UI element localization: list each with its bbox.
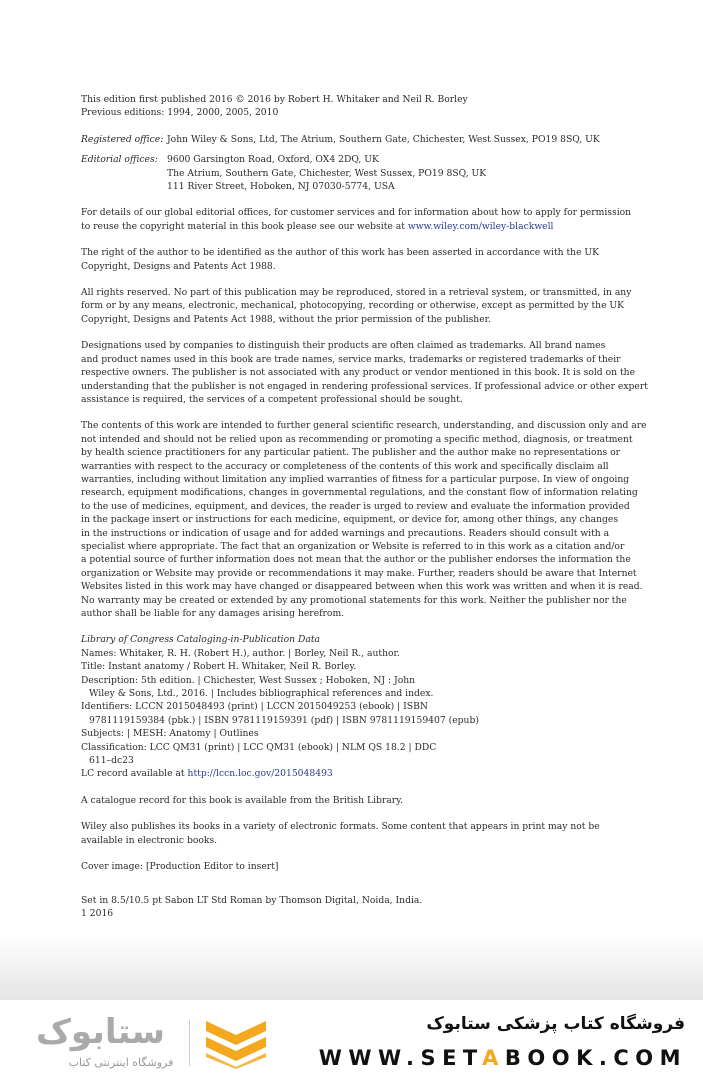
paragraph-line: Wiley also publishes its books in a variety of electronic formats. Some content that appears in print may not be (81, 821, 600, 833)
paragraph-line: A catalogue record for this book is available from the British Library. (81, 794, 404, 806)
cip-classification: Classification: LCC QM31 (print) | LCC QM31 (ebook) | NLM QS 18.2 | DDC (81, 741, 437, 753)
cip-data-block (81, 633, 629, 780)
paragraph-line: warranties with respect to the accuracy or completeness of the contents of this work and specifically disclaim all (81, 460, 609, 472)
previous-editions: Previous editions: 1994, 2000, 2005, 2010 (81, 107, 279, 119)
url-accent: A (482, 1046, 505, 1070)
lc-record (81, 767, 629, 780)
typeset-line: Set in 8.5/10.5 pt Sabon LT Std Roman by Thomson Digital, Noida, India. (81, 894, 423, 906)
paragraph-line: form or by any means, electronic, mechanical, photocopying, recording or otherwise, except as permitted by the UK (81, 300, 625, 312)
paragraph-line: For details of our global editorial offices, for customer services and for information about how to apply for permission (81, 207, 632, 219)
cip-names: Names: Whitaker, R. H. (Robert H.), author. | Borley, Neil R., author. (81, 647, 400, 659)
paragraph-text: to reuse the copyright material in this book please see our website at (81, 220, 408, 232)
editorial-offices-addresses (167, 153, 629, 193)
paragraph-line: in the package insert or instructions for each medicine, equipment, or device for, among other things, any changes (81, 514, 619, 526)
paragraph-line: Copyright, Designs and Patents Act 1988, without the prior permission of the publisher. (81, 313, 491, 325)
electronic-formats-paragraph (81, 820, 629, 847)
paragraph-line: Websites listed in this work may have changed or disappeared between when this work was written and when it is read. (81, 581, 643, 593)
editorial-offices-label: Editorial offices: (81, 154, 158, 166)
paragraph-line: by health science practitioners for any particular patient. The publisher and the author make no representations or (81, 447, 621, 459)
paragraph-line: specialist where appropriate. The fact that an organization or Website is referred to in this work as a citation and/or (81, 540, 625, 552)
paragraph-line: understanding that the publisher is not engaged in rendering professional services. If professional advice or other expert (81, 380, 648, 392)
editorial-offices (81, 153, 629, 193)
cip-identifiers: 9781119159384 (pbk.) | ISBN 9781119159391 (pdf) | ISBN 9781119159407 (epub) (89, 714, 479, 726)
store-url[interactable] (319, 1046, 687, 1070)
paragraph-line: author shall be liable for any damages arising herefrom. (81, 608, 345, 619)
cip-subjects: Subjects: | MESH: Anatomy | Outlines (81, 728, 259, 740)
printing-line: 1 2016 (81, 907, 114, 919)
copyright-text-block (81, 93, 648, 933)
paragraph-line (81, 220, 629, 233)
paragraph-line: a potential source of further information does not mean that the author or the publisher endorses the information the (81, 554, 631, 566)
setabook-logo[interactable] (36, 1012, 276, 1074)
cip-description: Description: 5th edition. | Chichester, West Sussex ; Hoboken, NJ : John (81, 674, 416, 686)
editorial-details-paragraph (81, 206, 632, 233)
url-suffix: BOOK.COM (504, 1046, 687, 1070)
editorial-address: 111 River Street, Hoboken, NJ 07030-5774, USA (167, 181, 395, 193)
copyright-notice (81, 93, 629, 120)
disclaimer-paragraph (81, 419, 647, 620)
cover-image-credit (81, 860, 629, 873)
logo-subtitle: فروشگاه اینترنتی کتاب (68, 1056, 174, 1069)
paragraph-line: Copyright, Designs and Patents Act 1988. (81, 260, 276, 272)
registered-office (81, 133, 629, 146)
logo-wordmark: ستابوک (36, 1012, 165, 1052)
registered-office-address: John Wiley & Sons, Ltd, The Atrium, Southern Gate, Chichester, West Sussex, PO19 8SQ, UK (167, 133, 600, 145)
registered-office-label: Registered office: (81, 133, 164, 145)
paragraph-line: All rights reserved. No part of this publication may be reproduced, stored in a retrieval system, or transmitted, in any (81, 287, 632, 299)
paragraph-line: to the use of medicines, equipment, and devices, the reader is urged to review and evaluate the information provided (81, 500, 630, 512)
lc-record-link[interactable]: http://lccn.loc.gov/2015048493 (187, 768, 333, 780)
cip-heading: Library of Congress Cataloging-in-Publication Data (81, 634, 321, 646)
cip-identifiers: Identifiers: LCCN 2015048493 (print) | LCCN 2015049253 (ebook) | ISBN (81, 701, 428, 713)
paragraph-line: available in electronic books. (81, 834, 218, 846)
paragraph-line: Designations used by companies to distinguish their products are often claimed as trademarks. All brand names (81, 340, 606, 352)
wiley-website-link[interactable]: www.wiley.com/wiley-blackwell (407, 220, 554, 232)
cip-description: Wiley & Sons, Ltd., 2016. | Includes bibliographical references and index. (89, 688, 434, 700)
paragraph-line: respective owners. The publisher is not associated with any product or vendor mentioned in this book. It is sold on the (81, 367, 636, 379)
paragraph-line: not intended and should not be relied upon as recommending or promoting a specific method, diagnosis, or treatment (81, 433, 633, 445)
paragraph-line: in the instructions or indication of usage and for added warnings and precautions. Readers should consult with a (81, 527, 610, 539)
moral-right-paragraph (81, 246, 629, 273)
store-title: فروشگاه کتاب پزشکی ستابوک (426, 1014, 685, 1034)
paragraph-line: The contents of this work are intended to further general scientific research, understanding, and discussion only and are (81, 420, 647, 432)
logo-divider (189, 1020, 190, 1066)
editorial-address: 9600 Garsington Road, Oxford, OX4 2DQ, UK (167, 154, 379, 166)
paragraph-line: and product names used in this book are trade names, service marks, trademarks or registered trademarks of their (81, 353, 621, 365)
rights-reserved-paragraph (81, 286, 632, 326)
book-chevron-icon (201, 1017, 271, 1069)
british-library-notice (81, 794, 629, 807)
paragraph-line: assistance is required, the services of a competent professional should be sought. (81, 393, 463, 405)
paragraph-line: research, equipment modifications, changes in governmental regulations, and the constant flow of information relating (81, 487, 638, 499)
paragraph-line: No warranty may be created or extended by any promotional statements for this work. Neither the publisher nor the (81, 594, 627, 606)
cip-title: Title: Instant anatomy / Robert H. Whitaker, Neil R. Borley. (81, 661, 357, 673)
editorial-address: The Atrium, Southern Gate, Chichester, West Sussex, PO19 8SQ, UK (167, 167, 487, 179)
copyright-line: This edition first published 2016 © 2016 by Robert H. Whitaker and Neil R. Borley (81, 94, 468, 105)
paragraph-line: warranties, including without limitation any implied warranties of fitness for a particular purpose. In view of ongoing (81, 473, 630, 485)
trademarks-paragraph (81, 339, 648, 406)
paragraph-line: The right of the author to be identified as the author of this work has been asserted in accordance with the UK (81, 247, 600, 259)
paragraph-line: organization or Website may provide or recommendations it may make. Further, readers should be aware that Internet (81, 567, 637, 579)
lc-record-text: LC record available at (81, 768, 188, 780)
url-prefix: WWW.SET (318, 1046, 483, 1070)
typesetting-info (81, 894, 629, 921)
paragraph-line: Cover image: [Production Editor to insert] (81, 861, 279, 873)
cip-classification: 611–dc23 (89, 755, 134, 767)
